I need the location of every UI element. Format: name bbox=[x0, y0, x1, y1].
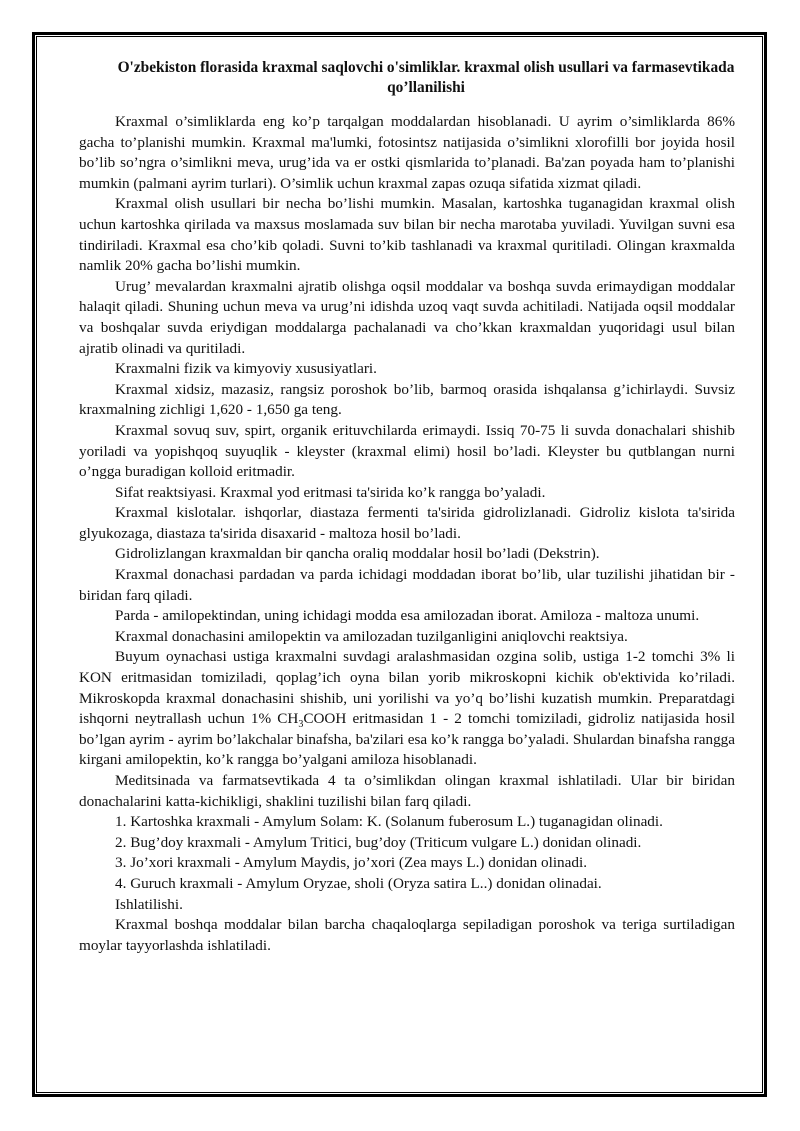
paragraph-seeds: Urug’ mevalardan kraxmalni ajratib olishga oqsil moddalar va boshqa suvda erimaydigan moddalar halaqit qiladi. Shuning uchun meva va urug’ni idishda uzoq vaqt suvda achitiladi. Natijada oqsil moddalar va boshqalar suvda eriydigan moddalarga pachalanadi va cho’kkan kraxmaldan yuqoridagi usul bilan ajratib olinadi va quritiladi. bbox=[79, 277, 735, 357]
paragraph-solubility: Kraxmal sovuq suv, spirt, organik erituvchilarda erimaydi. Issiq 70-75 li suvda donachalari shishib yoriladi va yopishqoq suyuqlik - kleyster (kraxmal elimi) hosil bo’ladi. Kleyster bu qutblangan nurni o’ngga buradigan kolloid eritmadir. bbox=[79, 421, 735, 481]
paragraph-membrane: Parda - amilopektindan, uning ichidagi modda esa amilozadan iborat. Amiloza - maltoza unumi. bbox=[115, 607, 700, 625]
paragraph-intro: Kraxmal o’simliklarda eng ko’p tarqalgan moddalardan hisoblanadi. U ayrim o’simliklarda 86% gacha to’planishi mumkin. Kraxmal ma'lumki, fotosintsz natijasida o’simlikni xlorofilli bor joyida hosil bo’lib so’ngra o’simlikni meva, urug’ida va er ostki qismlarida to’planadi. Ba'zan poyada ham to’planishi mumkin (palmani ayrim turlari). O’simlik uchun kraxmal zapas ozuqa sifatida xizmat qiladi. bbox=[79, 113, 735, 192]
list-item-wheat: 2. Bug’doy kraxmali - Amylum Tritici, bug’doy (Triticum vulgare L.) donidan olinadi. bbox=[115, 833, 642, 851]
list-item-corn: 3. Jo’xori kraxmali - Amylum Maydis, jo’xori (Zea mays L.) donidan olinadi. bbox=[115, 854, 587, 872]
paragraph-extraction: Kraxmal olish usullari bir necha bo’lishi mumkin. Masalan, kartoshka tuganagidan kraxmal olish uchun kartoshka qirilada va maxsus moslamada suv bilan bir necha marotaba yuviladi. Yuvilgan suvni esa tindiriladi. Kraxmal esa cho’kib qoladi. Suvni to’kib tashlanadi va kraxmal quritiladi. Olingan kraxmalda namlik 20% gacha bo’lishi mumkin. bbox=[79, 195, 735, 275]
list-item-potato: 1. Kartoshka kraxmali - Amylum Solam: K. (Solanum fuberosum L.) tuganagidan olinadi. bbox=[115, 813, 663, 831]
document-title: O'zbekiston florasida kraxmal saqlovchi o'simliklar. kraxmal olish usullari va farmasevtikada qo’llanilishi bbox=[117, 59, 735, 96]
paragraph-medicine: Meditsinada va farmatsevtikada 4 ta o’simlikdan olingan kraxmal ishlatiladi. Ular bir biridan donachalarini katta-kichikligi, shaklini tuzilishi bilan farq qiladi. bbox=[79, 772, 735, 810]
list-item-rice: 4. Guruch kraxmali - Amylum Oryzae, sholi (Oryza satira L..) donidan olinadai. bbox=[115, 874, 602, 892]
paragraph-physical: Kraxmal xidsiz, mazasiz, rangsiz poroshok bo’lib, barmoq orasida ishqalansa g’ichirlaydi. Suvsiz kraxmalning zichligi 1,620 - 1,650 ga teng. bbox=[79, 380, 735, 419]
paragraph-microscopy bbox=[79, 647, 735, 771]
paragraph-usage-heading: Ishlatilishi. bbox=[115, 895, 183, 913]
paragraph-quality-reaction: Sifat reaktsiyasi. Kraxmal yod eritmasi ta'sirida ko’k rangga bo’yaladi. bbox=[115, 483, 546, 501]
paragraph-usage: Kraxmal boshqa moddalar bilan barcha chaqaloqlarga sepiladigan poroshok va teriga surtiladigan moylar tayyorlashda ishlatiladi. bbox=[79, 916, 735, 954]
paragraph-granule: Kraxmal donachasi pardadan va parda ichidagi moddadan iborat bo’lib, ular tuzilishi jihatidan bir - biridan farq qiladi. bbox=[79, 566, 735, 604]
paragraph-heading-properties: Kraxmalni fizik va kimyoviy xususiyatlari. bbox=[115, 360, 377, 378]
paragraph-dextrin: Gidrolizlangan kraxmaldan bir qancha oraliq moddalar hosil bo’ladi (Dekstrin). bbox=[115, 545, 600, 563]
subscript-3: 3 bbox=[298, 719, 304, 731]
document-body bbox=[79, 58, 735, 956]
microscopy-text-part1: Buyum oynachasi ustiga kraxmalni suvdagi aralashmasidan ozgina solib, ustiga 1-2 tomchi 3% li KON eritmasidan tomiziladi, qoplag’ich oyna bilan yorib mikroskopni kichik ob'ektivida ko’riladi. Mikroskopda kraxmal donachasini shishib, uni yorilishi va yo’q bo’lishi kuzatish mumkin. Preparatdagi ishqorni neytrallash uchun 1% CH bbox=[79, 648, 735, 728]
paragraph-hydrolysis: Kraxmal kislotalar. ishqorlar, diastaza fermenti ta'sirida gidrolizlanadi. Gidroliz kislota ta'sirida glyukozaga, diastaza ta'sirida disaxarid - maltoza hosil bo’ladi. bbox=[79, 504, 735, 542]
paragraph-reaction-heading: Kraxmal donachasini amilopektin va amilozadan tuzilganligini aniqlovchi reaktsiya. bbox=[115, 627, 628, 645]
microscopy-text-part2: COOH eritmasidan 1 - 2 tomchi tomiziladi, gidroliz natijasida hosil bo’lgan ayrim - ayrim bo’lakchalar binafsha, ba'zilari esa ko’k rangga bo’yaladi. Shulardan binafsha rangga kirgani amilopektin, ko’k rangga bo’yalgani amiloza hisoblanadi. bbox=[79, 710, 735, 769]
